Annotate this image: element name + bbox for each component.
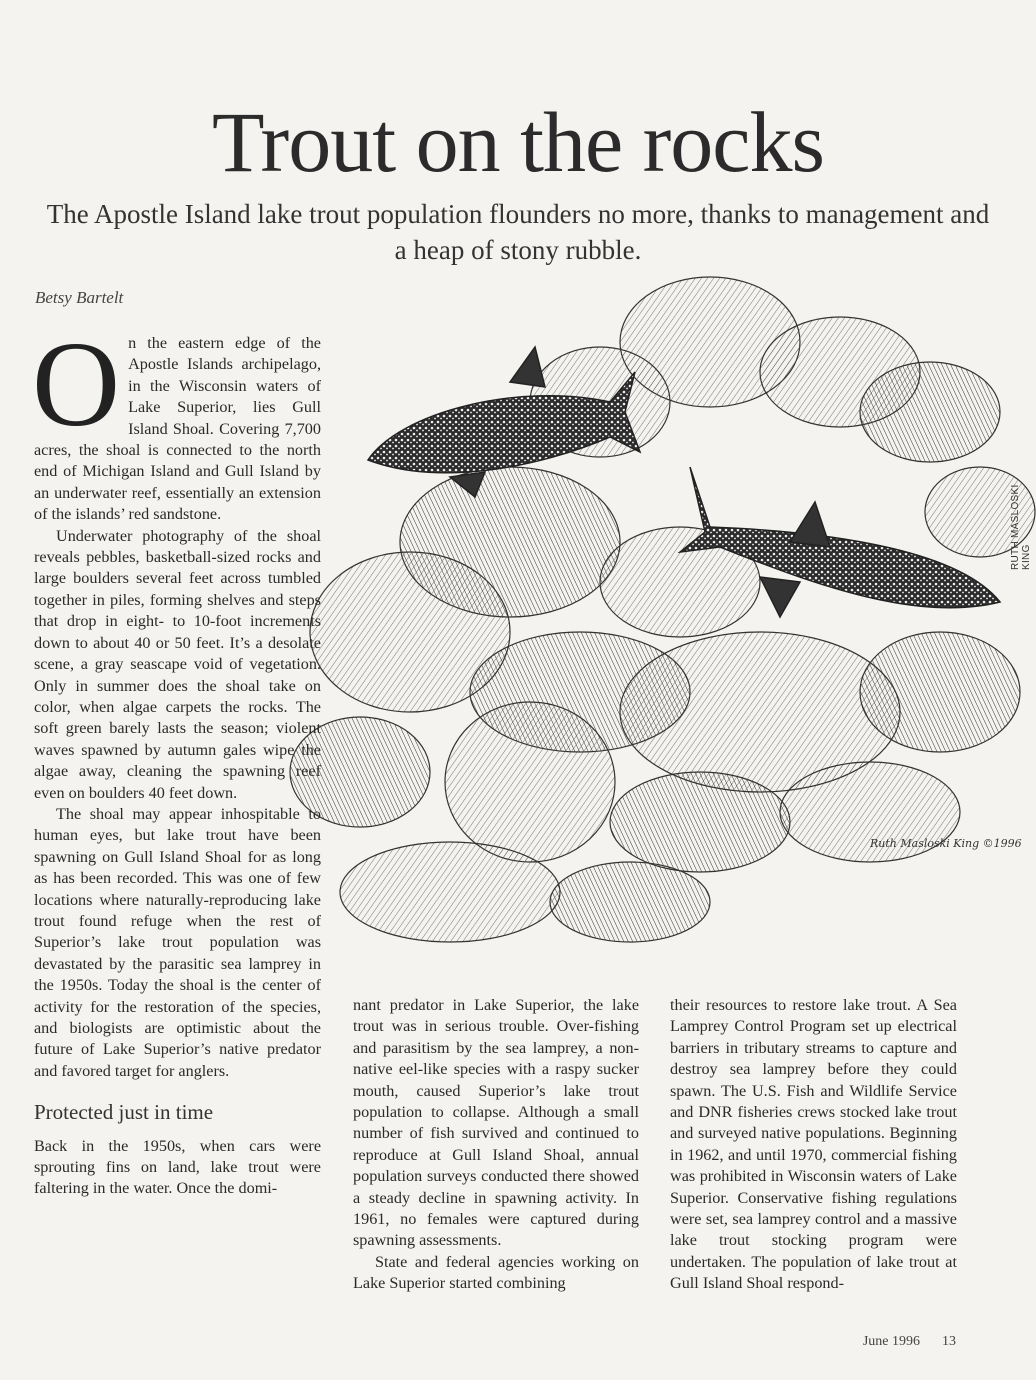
article-subtitle: The Apostle Island lake trout population flounders no more, thanks to management and a heap of stony rubble. <box>46 199 990 265</box>
section-heading: Protected just in time <box>34 1100 214 1125</box>
artist-signature: Ruth Masloski King ©1996 <box>870 837 1022 850</box>
byline: Betsy Bartelt <box>35 288 124 307</box>
photo-credit: RUTH MASLOSKI KING <box>1010 484 1032 570</box>
page-footer <box>863 1334 956 1350</box>
column-1 <box>32 317 321 1200</box>
paragraph-5-part-1: State and federal agencies working on Lake Superior started combining <box>353 1252 639 1293</box>
paragraph-3: The shoal may appear inhospitable to human eyes, but lake trout have been spawning on Gull Island Shoal for as long as has been recorded. This was one of few locations where naturally-reproducing lake trout found refuge when the rest of Superior’s lake trout population was devastated by the parasitic sea lamprey in the 1950s. Today the shoal is the center of activity for the restoration of the species, and biologists are optimistic about the future of Lake Superior’s native predator and favored target for anglers. <box>34 804 321 1080</box>
column-3 <box>670 995 957 1295</box>
page-number: 13 <box>942 1334 956 1349</box>
paragraph-1: On the eastern edge of the Apostle Islands archipelago, in the Wisconsin waters of Lake Superior, lies Gull Island Shoal. Covering 7,700 acres, the shoal is connected to the north end of Michigan Island and Gull Island by an underwater reef, essentially an extension of the islands’ red sandstone. <box>32 317 321 524</box>
paragraph-4-part-1: Back in the 1950s, when cars were sprouting fins on land, lake trout were faltering in the water. Once the domi- <box>34 1136 321 1198</box>
paragraph-2: Underwater photography of the shoal reveals pebbles, basketball-sized rocks and large boulders several feet across tumbled together in piles, forming shelves and steps that drop in eight- to 10-foot increments down to about 40 or 50 feet. It’s a desolate scene, a gray seascape void of vegetation. Only in summer does the shoal take on color, when algae carpets the rocks. The soft green barely lasts the season; violent waves spawned by autumn gales wipe the algae away, cleaning the spawning reef even on boulders 40 feet down. <box>34 526 321 802</box>
column-2 <box>353 995 639 1295</box>
article-title: Trout on the rocks <box>212 94 824 190</box>
trout-rocks-illustration <box>280 252 1036 968</box>
issue-date: June 1996 <box>862 1334 920 1349</box>
paragraph-4-part-2: nant predator in Lake Superior, the lake trout was in serious trouble. Over-fishing and parasitism by the sea lamprey, a non-native eel-like species with a raspy sucker mouth, caused Superior’s lake trout population to collapse. Although a small number of fish survived and continued to reproduce at Gull Island Shoal, annual population surveys conducted there showed a steady decline in spawning activity. In 1961, no females were captured during spawning assessments. <box>353 996 639 1250</box>
paragraph-5-part-2: their resources to restore lake trout. A Sea Lamprey Control Program set up electrical barriers in tributary streams to capture and destroy sea lamprey before they could spawn. The U.S. Fish and Wildlife Service and DNR fisheries crews stocked lake trout and surveyed native populations. Beginning in 1962, and until 1970, commercial fishing was prohibited in Wisconsin waters of Lake Superior. Conservative fishing regulations were set, sea lamprey control and a massive lake trout stocking program were undertaken. The population of lake trout at Gull Island Shoal respond- <box>670 996 957 1293</box>
drop-cap: O <box>32 317 121 452</box>
